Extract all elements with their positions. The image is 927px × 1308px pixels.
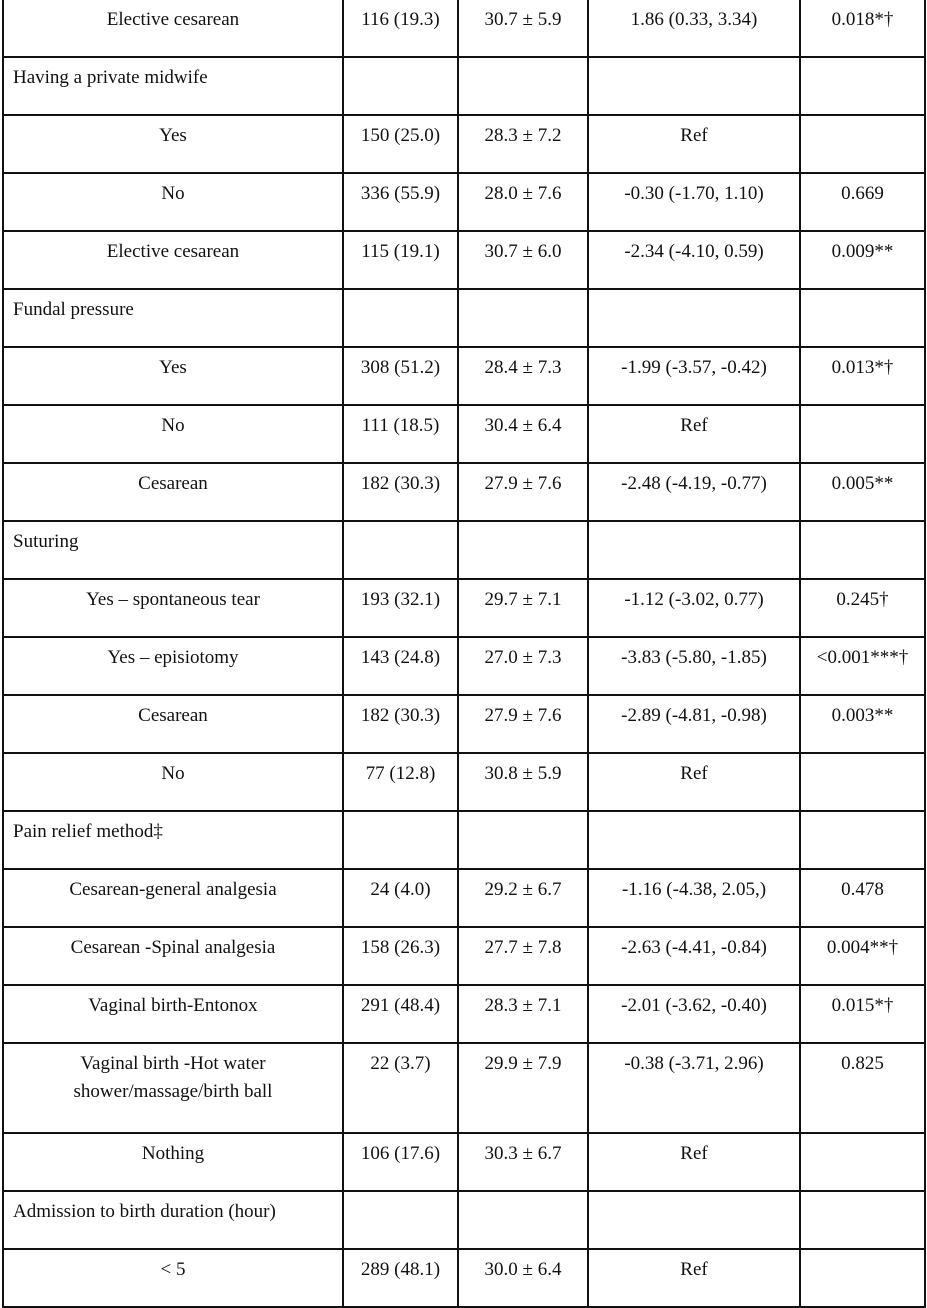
p-value-cell: 0.003**: [800, 695, 925, 753]
estimate-ci-cell: -0.38 (-3.71, 2.96): [588, 1043, 800, 1133]
table-row: [3, 0, 925, 57]
row-label-cell: Yes: [3, 115, 343, 173]
table-section-header-row: [3, 521, 925, 579]
mean-sd-cell: 28.0 ± 7.6: [458, 173, 588, 231]
mean-sd-cell: 29.9 ± 7.9: [458, 1043, 588, 1133]
count-percent-cell: 336 (55.9): [343, 173, 458, 231]
estimate-ci-cell: [588, 1191, 800, 1249]
row-label-cell: Cesarean -Spinal analgesia: [3, 927, 343, 985]
row-label-cell: Vaginal birth-Entonox: [3, 985, 343, 1043]
count-percent-cell: 193 (32.1): [343, 579, 458, 637]
p-value-cell: [800, 289, 925, 347]
row-label-cell: < 5: [3, 1249, 343, 1307]
table-section-header-row: [3, 289, 925, 347]
p-value-cell: 0.669: [800, 173, 925, 231]
table-row: [3, 173, 925, 231]
table-row: [3, 1249, 925, 1307]
mean-sd-cell: [458, 1191, 588, 1249]
mean-sd-cell: 30.7 ± 5.9: [458, 0, 588, 57]
row-label-cell: No: [3, 753, 343, 811]
count-percent-cell: 24 (4.0): [343, 869, 458, 927]
table-row: [3, 463, 925, 521]
table-section-header-row: [3, 811, 925, 869]
mean-sd-cell: 28.3 ± 7.1: [458, 985, 588, 1043]
table-row: [3, 579, 925, 637]
table-body: [3, 0, 925, 1307]
count-percent-cell: [343, 57, 458, 115]
count-percent-cell: 116 (19.3): [343, 0, 458, 57]
count-percent-cell: [343, 811, 458, 869]
count-percent-cell: 182 (30.3): [343, 463, 458, 521]
mean-sd-cell: [458, 521, 588, 579]
estimate-ci-cell: -2.48 (-4.19, -0.77): [588, 463, 800, 521]
p-value-cell: [800, 57, 925, 115]
estimate-ci-cell: -1.99 (-3.57, -0.42): [588, 347, 800, 405]
table-row: [3, 231, 925, 289]
table-row: [3, 869, 925, 927]
estimate-ci-cell: [588, 57, 800, 115]
mean-sd-cell: 30.7 ± 6.0: [458, 231, 588, 289]
count-percent-cell: 158 (26.3): [343, 927, 458, 985]
estimate-ci-cell: Ref: [588, 1249, 800, 1307]
table-row: [3, 637, 925, 695]
p-value-cell: 0.015*†: [800, 985, 925, 1043]
p-value-cell: [800, 1249, 925, 1307]
count-percent-cell: 77 (12.8): [343, 753, 458, 811]
mean-sd-cell: 30.8 ± 5.9: [458, 753, 588, 811]
row-label-cell: Yes – episiotomy: [3, 637, 343, 695]
table-row: [3, 115, 925, 173]
estimate-ci-cell: -3.83 (-5.80, -1.85): [588, 637, 800, 695]
row-label-cell: Nothing: [3, 1133, 343, 1191]
table-section-header-row: [3, 57, 925, 115]
count-percent-cell: 22 (3.7): [343, 1043, 458, 1133]
table-row: [3, 753, 925, 811]
p-value-cell: [800, 1133, 925, 1191]
row-label-cell: Elective cesarean: [3, 231, 343, 289]
count-percent-cell: [343, 289, 458, 347]
count-percent-cell: 150 (25.0): [343, 115, 458, 173]
mean-sd-cell: 27.9 ± 7.6: [458, 463, 588, 521]
estimate-ci-cell: Ref: [588, 1133, 800, 1191]
count-percent-cell: 143 (24.8): [343, 637, 458, 695]
mean-sd-cell: 28.3 ± 7.2: [458, 115, 588, 173]
mean-sd-cell: 30.0 ± 6.4: [458, 1249, 588, 1307]
table-row: [3, 1043, 925, 1133]
count-percent-cell: [343, 521, 458, 579]
count-percent-cell: [343, 1191, 458, 1249]
row-label-cell: Suturing: [3, 521, 343, 579]
row-label-cell: Vaginal birth -Hot water shower/massage/birth ball: [3, 1043, 343, 1133]
p-value-cell: [800, 1191, 925, 1249]
table-row: [3, 1133, 925, 1191]
estimate-ci-cell: -2.63 (-4.41, -0.84): [588, 927, 800, 985]
estimate-ci-cell: -1.12 (-3.02, 0.77): [588, 579, 800, 637]
row-label-cell: Yes: [3, 347, 343, 405]
count-percent-cell: 289 (48.1): [343, 1249, 458, 1307]
p-value-cell: 0.478: [800, 869, 925, 927]
row-label-cell: Cesarean: [3, 695, 343, 753]
count-percent-cell: 308 (51.2): [343, 347, 458, 405]
row-label-cell: Cesarean-general analgesia: [3, 869, 343, 927]
estimate-ci-cell: -1.16 (-4.38, 2.05,): [588, 869, 800, 927]
p-value-cell: 0.004**†: [800, 927, 925, 985]
estimate-ci-cell: 1.86 (0.33, 3.34): [588, 0, 800, 57]
mean-sd-cell: 27.0 ± 7.3: [458, 637, 588, 695]
mean-sd-cell: 29.2 ± 6.7: [458, 869, 588, 927]
mean-sd-cell: 27.7 ± 7.8: [458, 927, 588, 985]
table-row: [3, 927, 925, 985]
count-percent-cell: 111 (18.5): [343, 405, 458, 463]
mean-sd-cell: 30.3 ± 6.7: [458, 1133, 588, 1191]
count-percent-cell: 106 (17.6): [343, 1133, 458, 1191]
estimate-ci-cell: Ref: [588, 405, 800, 463]
estimate-ci-cell: -2.89 (-4.81, -0.98): [588, 695, 800, 753]
p-value-cell: <0.001***†: [800, 637, 925, 695]
table-row: [3, 985, 925, 1043]
count-percent-cell: 115 (19.1): [343, 231, 458, 289]
p-value-cell: [800, 521, 925, 579]
row-label-cell: Elective cesarean: [3, 0, 343, 57]
estimate-ci-cell: Ref: [588, 115, 800, 173]
count-percent-cell: 291 (48.4): [343, 985, 458, 1043]
table-row: [3, 405, 925, 463]
mean-sd-cell: 28.4 ± 7.3: [458, 347, 588, 405]
mean-sd-cell: [458, 57, 588, 115]
estimate-ci-cell: [588, 289, 800, 347]
table-row: [3, 347, 925, 405]
p-value-cell: 0.245†: [800, 579, 925, 637]
row-label-cell: No: [3, 405, 343, 463]
p-value-cell: 0.009**: [800, 231, 925, 289]
table-section-header-row: [3, 1191, 925, 1249]
mean-sd-cell: 29.7 ± 7.1: [458, 579, 588, 637]
estimate-ci-cell: -2.34 (-4.10, 0.59): [588, 231, 800, 289]
row-label-cell: Yes – spontaneous tear: [3, 579, 343, 637]
row-label-cell: Admission to birth duration (hour): [3, 1191, 343, 1249]
results-table: [2, 0, 926, 1308]
count-percent-cell: 182 (30.3): [343, 695, 458, 753]
mean-sd-cell: 30.4 ± 6.4: [458, 405, 588, 463]
p-value-cell: 0.013*†: [800, 347, 925, 405]
p-value-cell: [800, 115, 925, 173]
mean-sd-cell: [458, 811, 588, 869]
estimate-ci-cell: [588, 811, 800, 869]
estimate-ci-cell: Ref: [588, 753, 800, 811]
p-value-cell: [800, 811, 925, 869]
p-value-cell: [800, 753, 925, 811]
estimate-ci-cell: -2.01 (-3.62, -0.40): [588, 985, 800, 1043]
row-label-cell: Having a private midwife: [3, 57, 343, 115]
estimate-ci-cell: [588, 521, 800, 579]
row-label-cell: Fundal pressure: [3, 289, 343, 347]
p-value-cell: 0.005**: [800, 463, 925, 521]
row-label-cell: Pain relief method‡: [3, 811, 343, 869]
p-value-cell: 0.825: [800, 1043, 925, 1133]
p-value-cell: 0.018*†: [800, 0, 925, 57]
mean-sd-cell: 27.9 ± 7.6: [458, 695, 588, 753]
p-value-cell: [800, 405, 925, 463]
row-label-cell: Cesarean: [3, 463, 343, 521]
table-row: [3, 695, 925, 753]
mean-sd-cell: [458, 289, 588, 347]
estimate-ci-cell: -0.30 (-1.70, 1.10): [588, 173, 800, 231]
row-label-cell: No: [3, 173, 343, 231]
